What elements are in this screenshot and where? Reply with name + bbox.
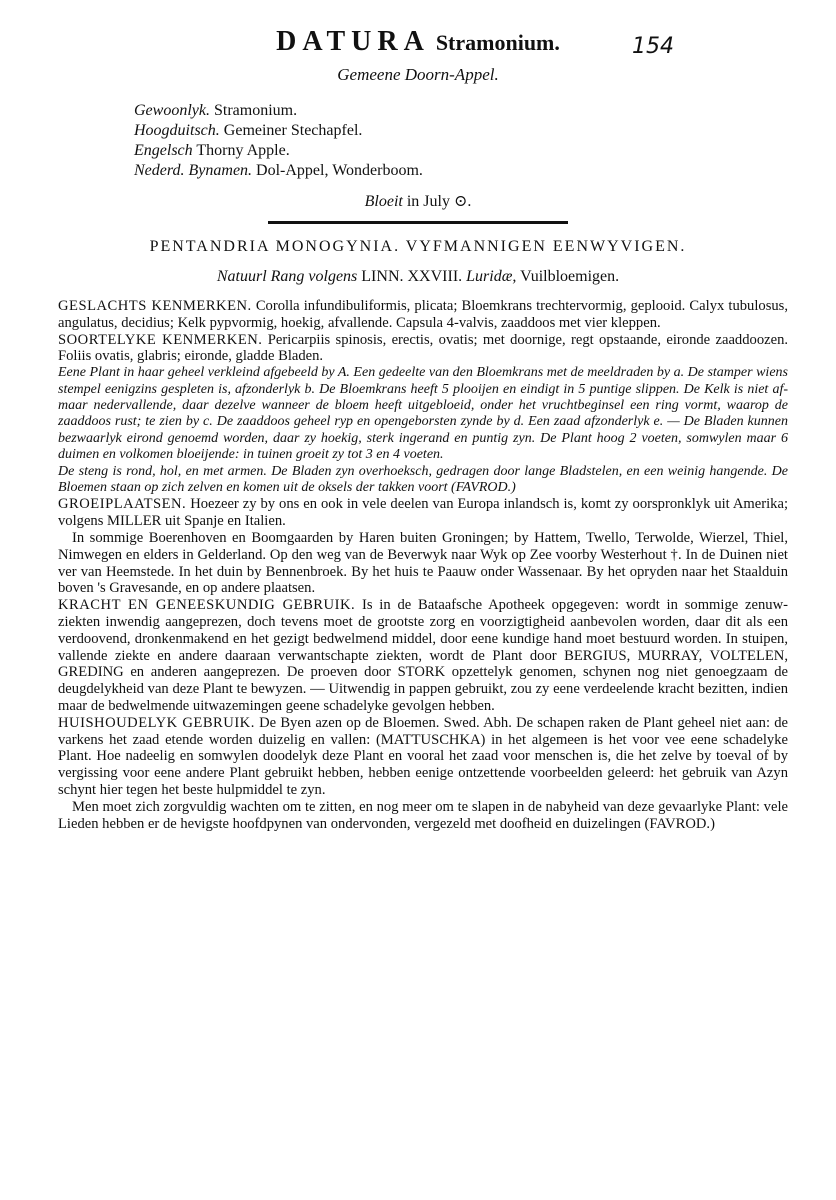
common-name: Gemeene Doorn-Appel.	[337, 65, 499, 84]
paragraph-habitat: GROEIPLAATSEN. Hoezeer zy by ons en ook in vele deelen van Europa inlandsch is, komt zy oorspronklyk uit Amerika; volgens MILLER uit Spanje en Italien.	[58, 496, 788, 530]
paragraph-genus: GESLACHTS KENMERKEN. Corolla infundibuliformis, plicata; Bloemkrans trechtervormig, geplooid. Calyx tubulosus, angulatus, decidius; Kelk pypvormig, hoekig, afvallende. Capsula 4-valvis, zaaddoos met vier kleppen.	[58, 298, 788, 331]
vernacular-names	[134, 101, 748, 181]
flowering-time: Bloeit in July ⊙.	[364, 193, 472, 210]
main-text	[58, 298, 788, 832]
name-row: Nederd. Bynamen. Dol-Appel, Wonderboom.	[134, 162, 423, 179]
ornament-divider	[268, 221, 568, 224]
natural-rank: Natuurl Rang volgens LINN. XXVIII. Luridæ, Vuilbloemigen.	[216, 268, 620, 285]
name-row: Hoogduitsch. Gemeiner Stechapfel.	[134, 122, 363, 139]
paragraph-stem: De steng is rond, hol, en met armen. De Bladen zyn overhoeksch, gedragen door lange Bladstelen, en een weinig hangende. De Bloemen staan op zich zelven en komen uit de oksels der takken voort (FAVROD.)	[58, 463, 788, 496]
folio-number: 154	[632, 34, 674, 59]
genus-name: DATURA	[276, 26, 430, 57]
paragraph-species: SOORTELYKE KENMERKEN. Pericarpiis spinosis, erectis, ovatis; met doornige, regt opstaande, eironde zaaddoozen. Foliis ovatis, glabris; eironde, gladde Bladen.	[58, 331, 789, 365]
name-row: Engelsch Thorny Apple.	[134, 142, 290, 159]
name-row: Gewoonlyk. Stramonium.	[134, 102, 298, 119]
paragraph-closing: Men moet zich zorgvuldig wachten om te zitten, en nog meer om te slapen in de nabyheid van deze gevaarlyke Plant: vele Lieden hebben er de hevigste hoofdpynen van ondervonden, vergezeld met doofheid en duizelingen (FAVROD.)	[58, 798, 788, 832]
paragraph-locations: In sommige Boerenhoven en Boomgaarden by Haren buiten Groningen; by Hattem, Twello, Terwolde, Wierzel, Thiel, Nimwegen en elders in Gelderland. Op den weg van de Beverwyk naar Wyk op Zee voorby Westerhout †. In de Duinen niet ver van Heemstede. In het duin by Bennenbroek. By het huis te Paauw onder Wassenaar. By het opryden naar het Staalduin boven 's Gravesande, en op andere plaatsen.	[58, 530, 788, 597]
classification: PENTANDRIA MONOGYNIA. VYFMANNIGEN EENWYVIGEN.	[149, 238, 687, 255]
species-name: Stramonium.	[435, 30, 560, 55]
paragraph-medical: KRACHT EN GENEESKUNDIG GEBRUIK. Is in de Bataafsche Apotheek opgegeven: wordt in sommige zenuw-ziekten inwendig aangeprezen, doch tevens moet de grootste zorg en voorzigtigheid aanbevolen worden, daar dit als een verdoovend, dronkenmakend en het gezigt bedwelmend middel, door eene kundige hand moet bestuurd worden. In stuipen, vallende ziekte en andere daaraan verwantschapte ziekten, wordt de Plant door BERGIUS, MURRAY, VOLTELEN, GREDING en anderen aangeprezen. De proeven door STORK opzettelyk genomen, schynen nog niet genoegzaam de deugdelykheid van deze Plant te bewyzen. — Uitwendig in pappen gebruikt, zou zy eene verdeelende kracht bezitten, indien maar de bedwelmende uitwazemingen geene schadelyke gevolgen hebben.	[58, 597, 788, 714]
paragraph-household: HUISHOUDELYK GEBRUIK. De Byen azen op de Bloemen. Swed. Abh. De schapen raken de Plant geheel niet aan: de varkens het zaad etende worden duizelig en vallen: (MATTUSCHKA) in het algemeen is het voor vee eene schadelyke Plant. Hoe nadeelig en somwylen doodelyk deze Plant en vooral het zaad voor menschen is, die het zelve by toeval of by vergissing voor eene andere Plant gebruikt hebben, hebben eenige ontzettende voorbeelden geleerd: het gebruik van Azyn schynt hier tegen het beste hulpmiddel te zyn.	[58, 714, 788, 798]
paragraph-description: Eene Plant in haar geheel verkleind afgebeeld by A. Een gedeelte van den Bloemkrans met de meeldraden by a. De stamper wiens stempel eenigzins gespleten is, afzonderlyk b. De Bloemkrans heeft 5 plooijen en eindigt in 5 puntige slippen. De Kelk is niet af- maar nedervallende, daar dezelve wanneer de bloem heeft uitgebloeid, onder het vruchtbeginsel een ring vormt, waarop de zaaddoos rust; te zien by c. De zaaddoos geheel ryp en opengeborsten zynde by d. Een zaad afzonderlyk e. — De Bladen kunnen bezwaarlyk eirond genoemd worden, daar zy hoekig, sterk ingerand en puntig zyn. De Plant hoog 2 voeten, somwylen maar 6 duimen en volkomen bloeijende: in tuinen groeit zy tot 3 en 4 voeten.	[58, 365, 788, 463]
